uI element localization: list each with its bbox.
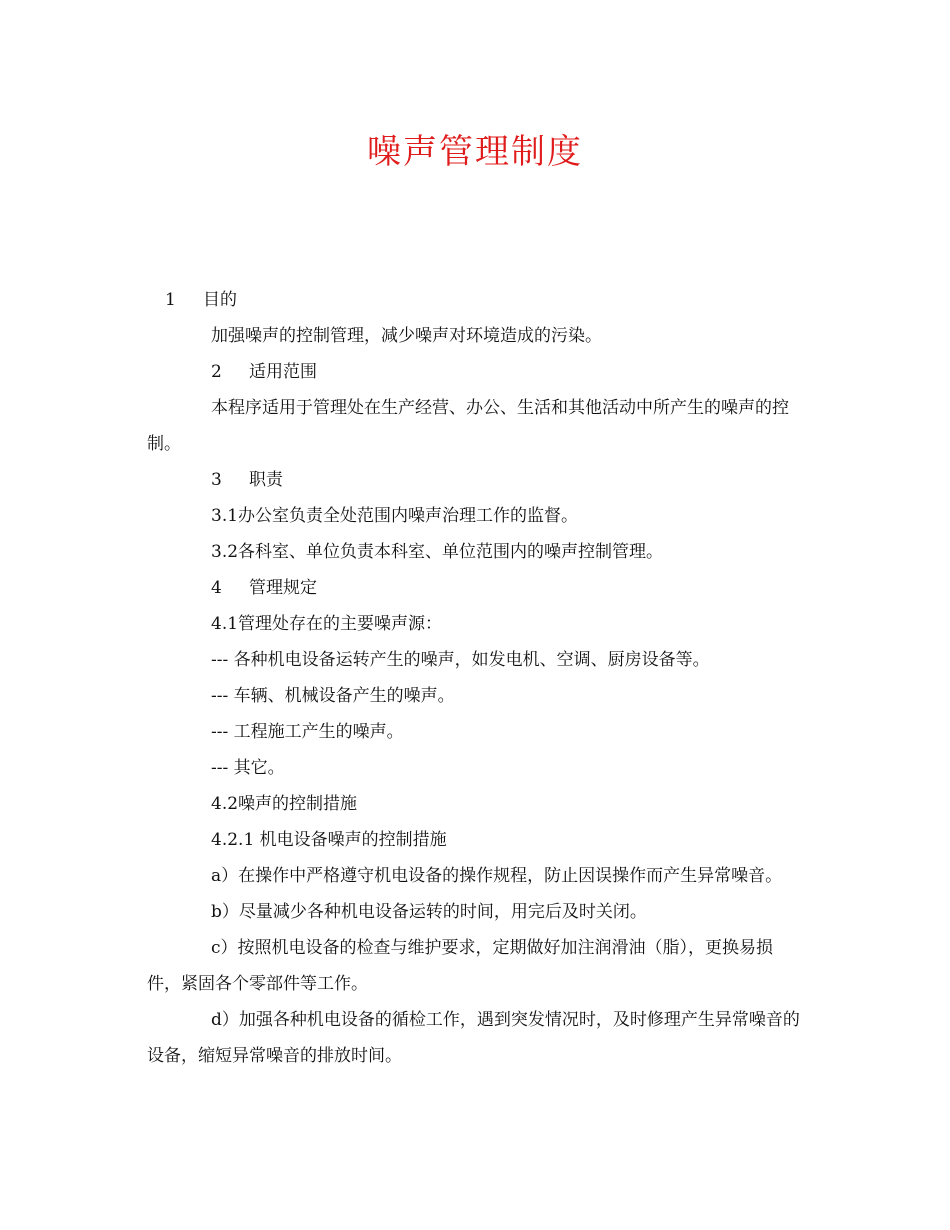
- paragraph: 加强噪声的控制管理，减少噪声对环境造成的污染。: [211, 326, 602, 346]
- list-item: --- 车辆、机械设备产生的噪声。: [211, 686, 455, 706]
- document-title: 噪声管理制度: [367, 132, 583, 172]
- section-heading-3: [147, 462, 803, 498]
- section-heading-4: [147, 570, 803, 606]
- paragraph: 本程序适用于管理处在生产经营、办公、生活和其他活动中所产生的噪声的控制。: [147, 398, 789, 454]
- paragraph: 3.2各科室、单位负责本科室、单位范围内的噪声控制管理。: [211, 542, 664, 562]
- list-item: a）在操作中严格遵守机电设备的操作规程，防止因误操作而产生异常噪音。: [211, 866, 783, 886]
- list-item: --- 各种机电设备运转产生的噪声，如发电机、空调、厨房设备等。: [211, 650, 710, 670]
- section-title: 目的: [203, 290, 237, 310]
- section-number: 3: [211, 470, 222, 490]
- paragraph: 4.2噪声的控制措施: [211, 794, 358, 814]
- section-title: 适用范围: [249, 362, 317, 382]
- paragraph: 4.1管理处存在的主要噪声源：: [211, 614, 443, 634]
- list-item: --- 其它。: [211, 758, 285, 778]
- list-item: --- 工程施工产生的噪声。: [211, 722, 404, 742]
- section-title: 职责: [249, 470, 283, 490]
- paragraph: 4.2.1 机电设备噪声的控制措施: [211, 830, 447, 850]
- section-title: 管理规定: [249, 578, 317, 598]
- section-number: 2: [211, 362, 222, 382]
- list-item: c）按照机电设备的检查与维护要求，定期做好加注润滑油（脂），更换易损件，紧固各个零部件等工作。: [147, 938, 774, 994]
- section-number: 1: [165, 290, 176, 310]
- paragraph: 3.1办公室负责全处范围内噪声治理工作的监督。: [211, 506, 579, 526]
- list-item: b）尽量减少各种机电设备运转的时间，用完后及时关闭。: [211, 902, 647, 922]
- document-body: [147, 282, 803, 1074]
- section-heading-2: [147, 354, 803, 390]
- section-heading-1: [147, 282, 803, 318]
- list-item: d）加强各种机电设备的循检工作，遇到突发情况时，及时修理产生异常噪音的设备，缩短异常噪音的排放时间。: [147, 1010, 800, 1066]
- section-number: 4: [211, 578, 222, 598]
